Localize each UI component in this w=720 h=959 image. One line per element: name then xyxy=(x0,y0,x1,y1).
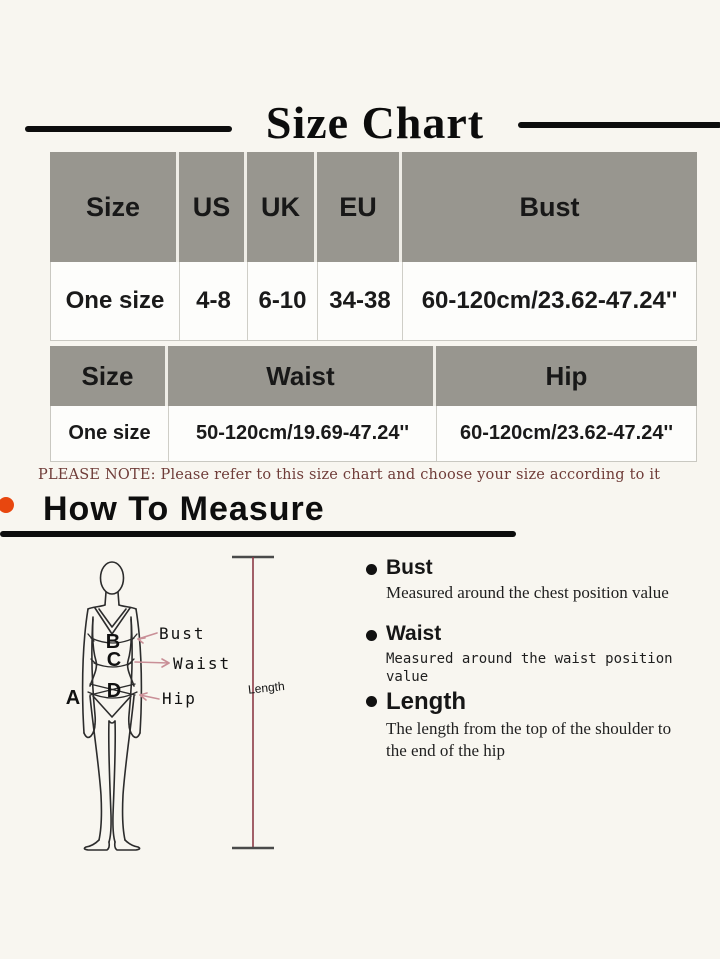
measure-description: Measured around the chest position value xyxy=(386,583,669,603)
list-item-waist xyxy=(366,622,676,687)
measure-term: Waist xyxy=(386,622,442,645)
bullet-icon xyxy=(366,564,377,575)
measure-term: Length xyxy=(386,688,466,715)
table-row xyxy=(50,262,697,341)
figure-label-length: Length xyxy=(247,678,286,697)
figure-label-bust: Bust xyxy=(159,624,206,643)
figure-letter-a: A xyxy=(65,687,81,709)
table1-header-uk: UK xyxy=(247,152,317,262)
figure-label-waist: Waist xyxy=(173,654,232,673)
table2-header-hip: Hip xyxy=(545,360,588,391)
bullseye-icon xyxy=(0,497,14,513)
table1-header-row xyxy=(50,152,697,262)
table1-cell-us: 4-8 xyxy=(180,262,248,340)
table1-cell-size: One size xyxy=(51,262,180,340)
list-item-length xyxy=(366,688,676,762)
bullet-icon xyxy=(366,696,377,707)
how-to-measure-heading: How To Measure xyxy=(43,490,325,528)
length-measure-line xyxy=(232,557,274,848)
table1-cell-eu: 34-38 xyxy=(318,262,403,340)
table2-header-row xyxy=(50,346,697,406)
table2-cell-hip: 60-120cm/23.62-47.24'' xyxy=(459,422,673,444)
bullet-icon xyxy=(366,630,377,641)
title-rule-left xyxy=(25,126,232,132)
measurement-figure-diagram xyxy=(55,545,345,875)
figure-label-hip: Hip xyxy=(162,689,197,708)
figure-letter-c: C xyxy=(106,649,122,671)
table1-header-eu: EU xyxy=(317,152,402,262)
list-item-bust xyxy=(366,556,676,604)
figure-letter-b: B xyxy=(105,631,121,653)
table2-cell-waist: 50-120cm/19.69-47.24'' xyxy=(169,406,437,461)
table2-header-waist: Waist xyxy=(168,346,436,406)
heading-underline xyxy=(0,531,516,537)
table1-cell-uk: 6-10 xyxy=(248,262,318,340)
table2-header-size: Size xyxy=(50,346,168,406)
figure-letter-d: D xyxy=(106,680,122,702)
title-rule-right xyxy=(518,122,720,128)
size-table-waist-hip xyxy=(50,346,697,462)
table1-header-us: US xyxy=(179,152,247,262)
page-title: Size Chart xyxy=(265,97,485,148)
measure-description: Measured around the waist position value xyxy=(386,651,673,686)
body-outline xyxy=(83,562,142,850)
measure-description: The length from the top of the shoulder to the end of the hip xyxy=(386,718,672,760)
note-text: PLEASE NOTE: Please refer to this size chart and choose your size according to it xyxy=(38,467,661,483)
table1-header-size: Size xyxy=(50,152,179,262)
table1-header-bust: Bust xyxy=(519,191,580,222)
table1-cell-bust: 60-120cm/23.62-47.24'' xyxy=(421,287,678,314)
table2-cell-size: One size xyxy=(51,406,169,461)
measure-term: Bust xyxy=(386,556,433,579)
size-table-international xyxy=(50,152,697,341)
table-row xyxy=(50,406,697,462)
